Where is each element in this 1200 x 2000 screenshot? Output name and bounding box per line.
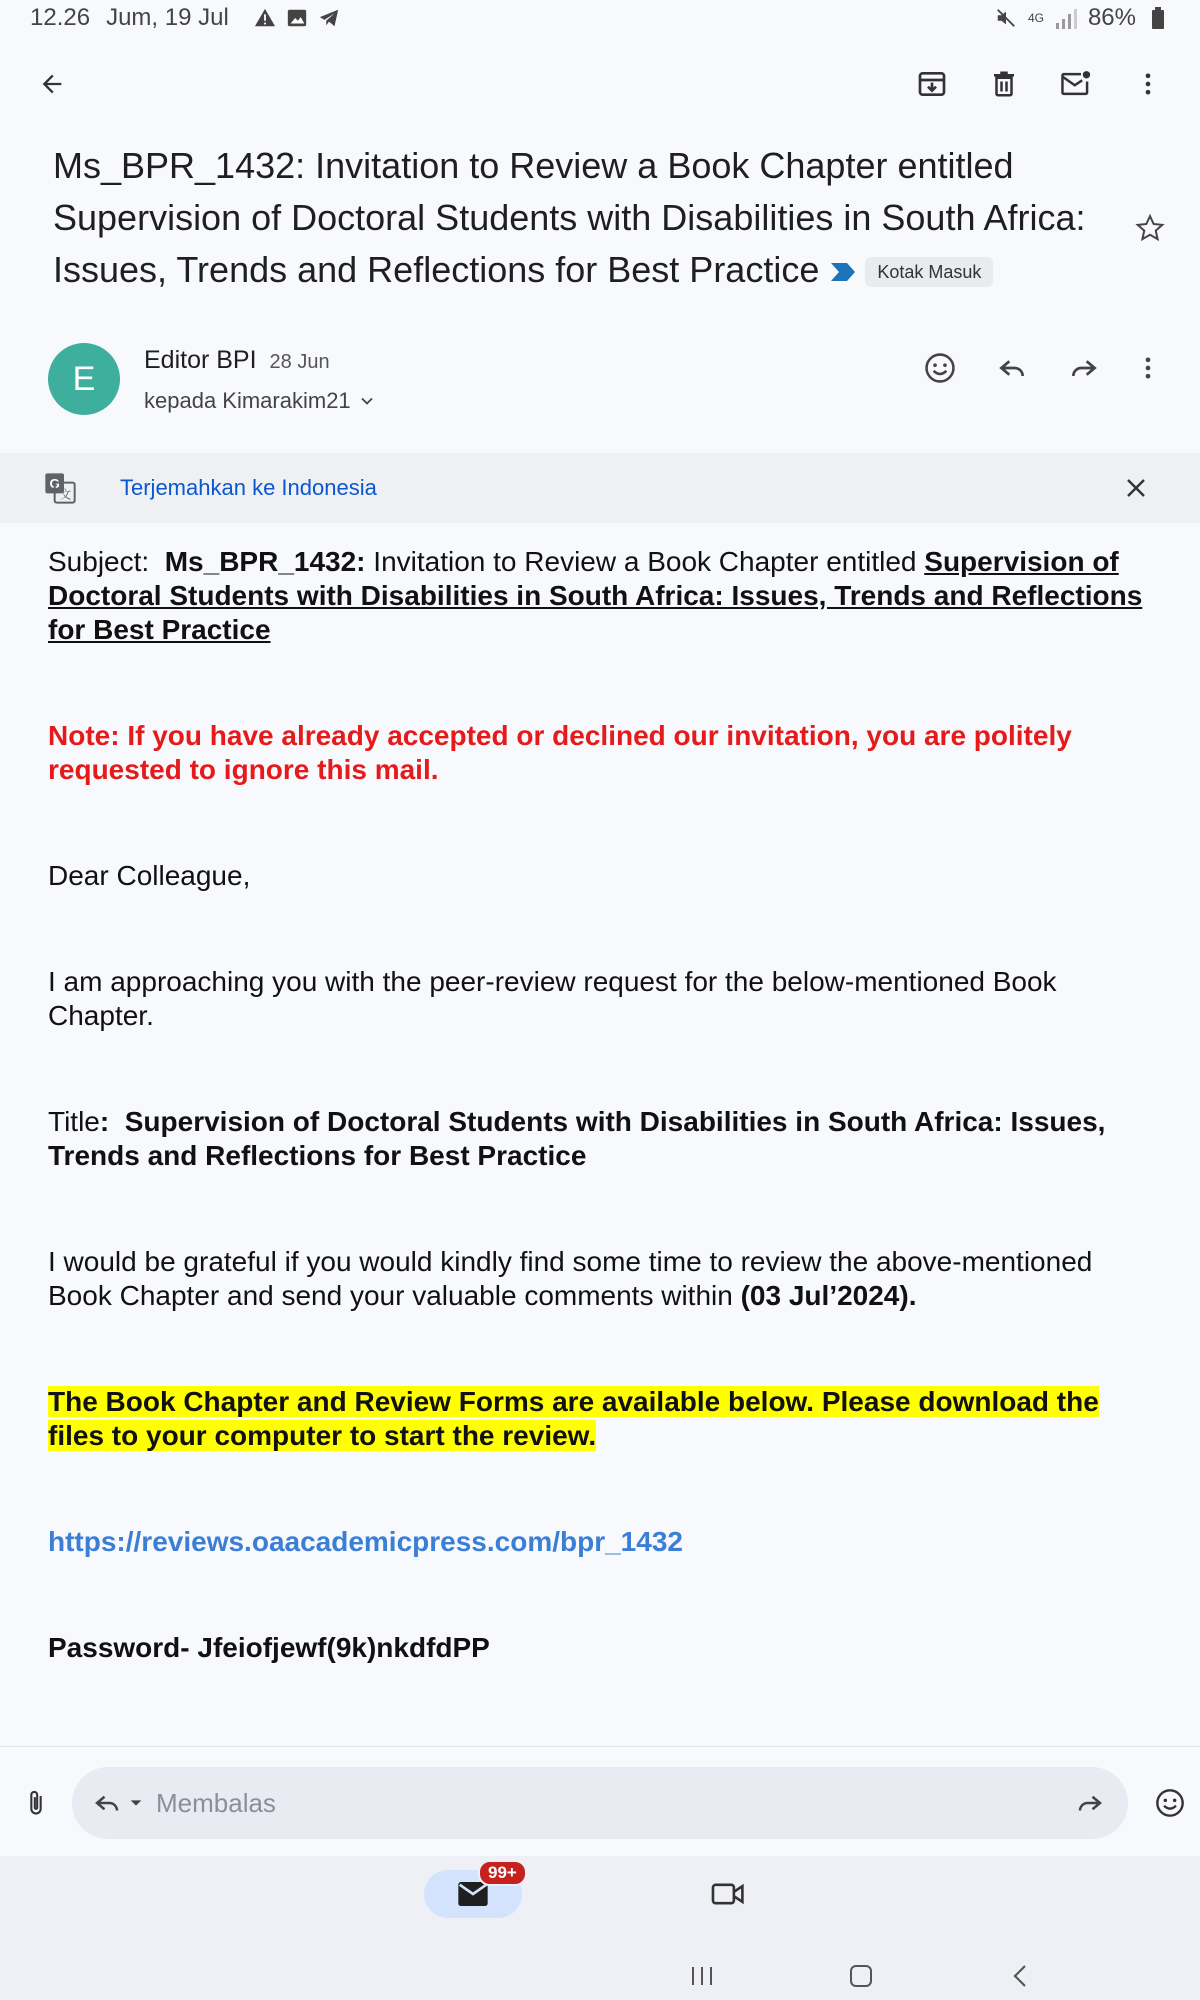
mark-unread-button[interactable] [1048, 56, 1104, 112]
body-subject-code: Ms_BPR_1432: [164, 546, 366, 577]
body-subject-label: Subject: [48, 546, 150, 577]
body-subject [48, 545, 1152, 647]
battery-icon [1146, 6, 1170, 30]
body-password: Password- Jfeiofjewf(9k)nkdfdPP [48, 1632, 490, 1663]
sender-info[interactable] [144, 346, 330, 375]
image-icon [285, 6, 309, 30]
avatar[interactable]: E [48, 343, 120, 415]
paperclip-icon [22, 1788, 50, 1818]
status-time: 12.26 [30, 4, 91, 31]
nav-meet-tab[interactable] [700, 1870, 756, 1918]
recipient-toggle[interactable] [144, 388, 377, 414]
warning-icon [253, 6, 277, 30]
archive-icon [916, 68, 948, 100]
body-subject-title: Supervision of Doctoral Students with Disabilities in South Africa: Issues, Trends and Reflections for Best Practice [48, 546, 1143, 645]
home-icon [848, 1963, 874, 1989]
body-intro: I am approaching you with the peer-review request for the below-mentioned Book Chapter. [48, 966, 1057, 1031]
message-more-button[interactable] [1128, 340, 1168, 396]
delete-button[interactable] [976, 56, 1032, 112]
telegram-icon [317, 6, 341, 30]
emoji-icon [1154, 1787, 1186, 1819]
back-chevron-icon [1010, 1963, 1030, 1989]
attach-button[interactable] [14, 1775, 58, 1831]
reply-button[interactable] [984, 340, 1040, 396]
reply-bar [0, 1746, 1200, 1856]
home-button[interactable] [841, 1956, 881, 1996]
body-title-colon: : [99, 1106, 110, 1137]
body-subject-mid: Invitation to Review a Book Chapter entitled [365, 546, 925, 577]
reply-icon [996, 352, 1028, 384]
recent-apps-icon [689, 1964, 715, 1988]
email-subject [53, 140, 1113, 296]
forward-button[interactable] [1056, 340, 1112, 396]
sender-date: 28 Jun [269, 351, 330, 373]
system-back-button[interactable] [1000, 1956, 1040, 1996]
email-body [48, 545, 1152, 1745]
status-bar [0, 0, 1200, 36]
svg-text:G: G [49, 476, 60, 491]
emoji-react-button[interactable] [912, 340, 968, 396]
trash-icon [989, 69, 1019, 99]
chevron-down-icon [357, 391, 377, 411]
toolbar [0, 50, 1200, 118]
close-translate-button[interactable] [1116, 460, 1156, 516]
star-icon [1135, 213, 1165, 243]
emoji-icon [923, 351, 957, 385]
body-greeting: Dear Colleague, [48, 860, 251, 891]
translate-icon [44, 472, 76, 504]
forward-icon [1075, 1788, 1105, 1818]
reply-emoji-button[interactable] [1148, 1775, 1192, 1831]
body-request [48, 1245, 1152, 1313]
more-vert-icon [1134, 70, 1162, 98]
sender-row [48, 340, 1168, 420]
caret-down-icon[interactable] [128, 1795, 144, 1811]
back-button[interactable] [24, 56, 80, 112]
svg-text:文: 文 [59, 487, 72, 502]
body-title [48, 1105, 1152, 1173]
battery-level: 86% [1087, 4, 1136, 31]
body-title-value: Supervision of Doctoral Students with Disabilities in South Africa: Issues, Trends and Reflections for Best Practice [48, 1106, 1106, 1171]
unread-badge: 99+ [478, 1860, 527, 1886]
review-link[interactable]: https://reviews.oaacademicpress.com/bpr_1432 [48, 1526, 683, 1557]
translate-bar [0, 453, 1200, 523]
translate-link[interactable]: Terjemahkan ke Indonesia [120, 475, 377, 500]
email-subject-text: Ms_BPR_1432: Invitation to Review a Book Chapter entitled Supervision of Doctoral Students with Disabilities in South Africa: Issues, Trends and Reflections for Best Practice [53, 145, 1086, 290]
forward-icon [1068, 352, 1100, 384]
reply-placeholder: Membalas [156, 1787, 276, 1818]
mark-unread-icon [1060, 69, 1092, 99]
important-marker-icon [829, 261, 857, 283]
signal-icon [1054, 6, 1078, 30]
bottom-nav [0, 1856, 1200, 2000]
body-request-text: I would be grateful if you would kindly find some time to review the above-mentioned Book Chapter and send your valuable comments within [48, 1246, 1093, 1311]
sender-name: Editor BPI [144, 346, 257, 374]
inbox-label: Kotak Masuk [865, 257, 993, 287]
star-button[interactable] [1122, 200, 1178, 256]
video-camera-icon [711, 1880, 745, 1908]
more-vert-icon [1134, 354, 1162, 382]
recipient-text: kepada Kimarakim21 [144, 388, 351, 413]
system-nav [0, 1956, 1200, 1996]
arrow-left-icon [38, 70, 66, 98]
recent-apps-button[interactable] [682, 1956, 722, 1996]
mute-icon [994, 6, 1018, 30]
status-date: Jum, 19 Jul [106, 4, 229, 31]
label-chip[interactable] [829, 257, 993, 287]
archive-button[interactable] [904, 56, 960, 112]
reply-forward-button[interactable] [1068, 1775, 1112, 1831]
more-options-button[interactable] [1120, 56, 1176, 112]
body-title-label: Title [48, 1106, 100, 1137]
body-highlight: The Book Chapter and Review Forms are available below. Please download the files to your computer to start the review. [48, 1386, 1099, 1451]
nav-mail-tab[interactable] [424, 1863, 522, 1918]
network-type: 4G [1027, 11, 1044, 25]
body-note: Note: If you have already accepted or declined our invitation, you are politely requested to ignore this mail. [48, 720, 1072, 785]
reply-input[interactable] [72, 1767, 1128, 1839]
reply-icon [92, 1788, 122, 1818]
close-icon [1124, 476, 1148, 500]
body-deadline: (03 Jul’2024). [740, 1280, 917, 1311]
